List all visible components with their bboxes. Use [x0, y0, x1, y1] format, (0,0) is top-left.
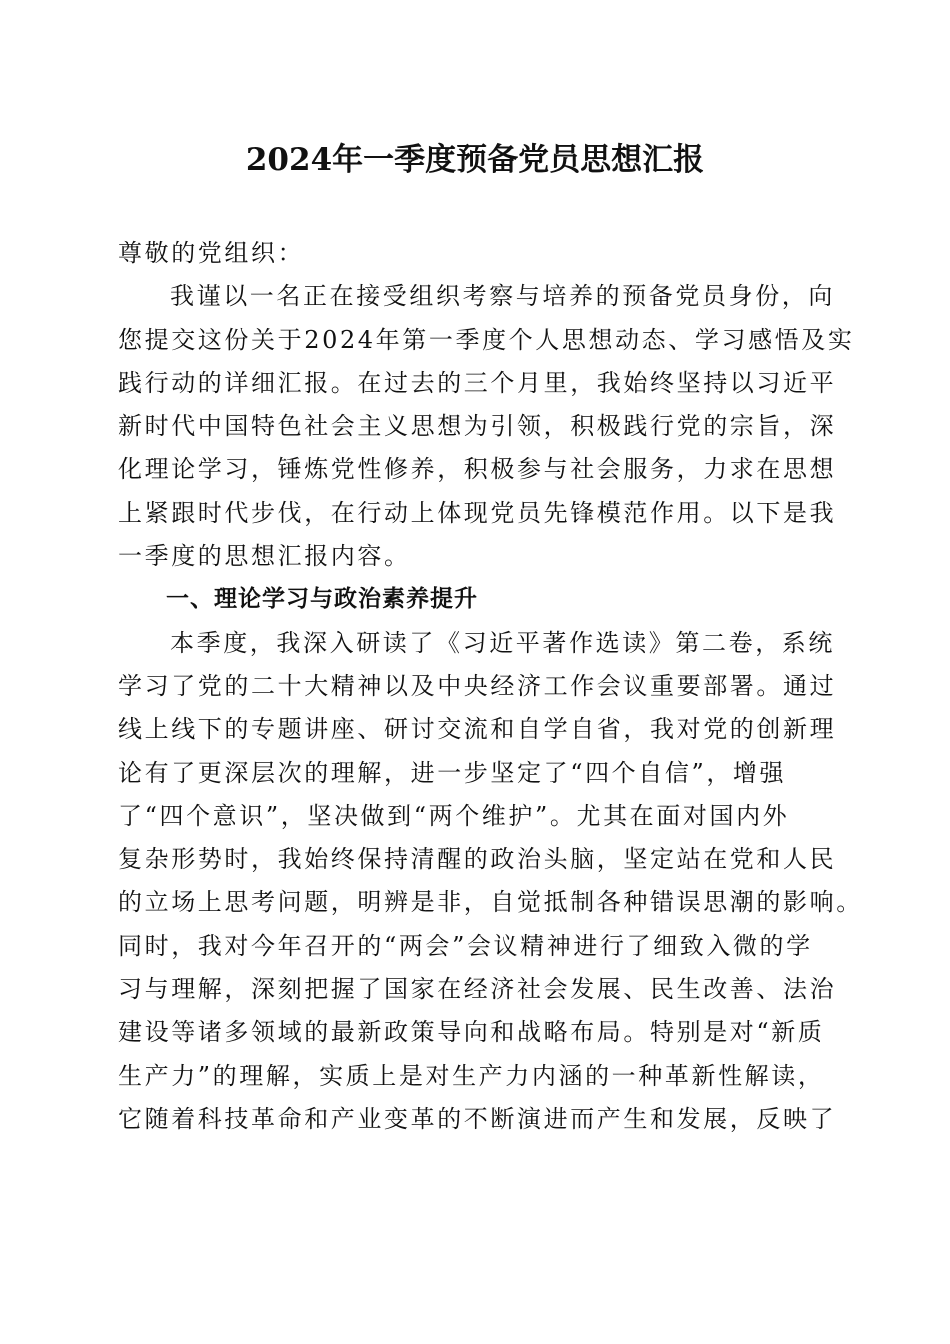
- document-body: [118, 232, 863, 1141]
- section-line: 了“四个意识”，坚决做到“两个维护”。尤其在面对国内外: [118, 801, 790, 830]
- section-heading: 一、理论学习与政治素养提升: [166, 586, 478, 613]
- section-line: 学习了党的二十大精神以及中央经济工作会议重要部署。通过: [118, 671, 837, 700]
- salutation: 尊敬的党组织：: [118, 239, 305, 267]
- section-line: 它随着科技革命和产业变革的不断演进而产生和发展，反映了: [118, 1104, 837, 1133]
- section-line: 习与理解，深刻把握了国家在经济社会发展、民生改善、法治: [118, 975, 837, 1004]
- intro-line: 一季度的思想汇报内容。: [118, 542, 411, 571]
- section-line: 建设等诸多领域的最新政策导向和战略布局。特别是对“新质: [118, 1018, 825, 1047]
- section-line: 复杂形势时，我始终保持清醒的政治头脑，坚定站在党和人民: [118, 845, 837, 874]
- section-line: 线上线下的专题讲座、研讨交流和自学自省，我对党的创新理: [118, 715, 837, 744]
- intro-line: 上紧跟时代步伐，在行动上体现党员先锋模范作用。以下是我: [118, 498, 837, 527]
- document-title: 2024年一季度预备党员思想汇报: [245, 142, 705, 178]
- section-line: 的立场上思考问题，明辨是非，自觉抵制各种错误思潮的影响。: [118, 888, 863, 917]
- section-line: 同时，我对今年召开的“两会”会议精神进行了细致入微的学: [118, 931, 813, 960]
- intro-line: 您提交这份关于2024年第一季度个人思想动态、学习感悟及实: [118, 325, 855, 354]
- intro-line: 化理论学习，锤炼党性修养，积极参与社会服务，力求在思想: [118, 455, 837, 484]
- intro-line: 我谨以一名正在接受组织考察与培养的预备党员身份，向: [170, 282, 835, 311]
- intro-line: 新时代中国特色社会主义思想为引领，积极践行党的宗旨，深: [118, 412, 837, 441]
- intro-line: 践行动的详细汇报。在过去的三个月里，我始终坚持以习近平: [118, 368, 837, 397]
- section-line: 论有了更深层次的理解，进一步坚定了“四个自信”，增强: [118, 758, 787, 787]
- section-line: 生产力”的理解，实质上是对生产力内涵的一种革新性解读，: [118, 1061, 825, 1090]
- section-line: 本季度，我深入研读了《习近平著作选读》第二卷，系统: [170, 628, 835, 657]
